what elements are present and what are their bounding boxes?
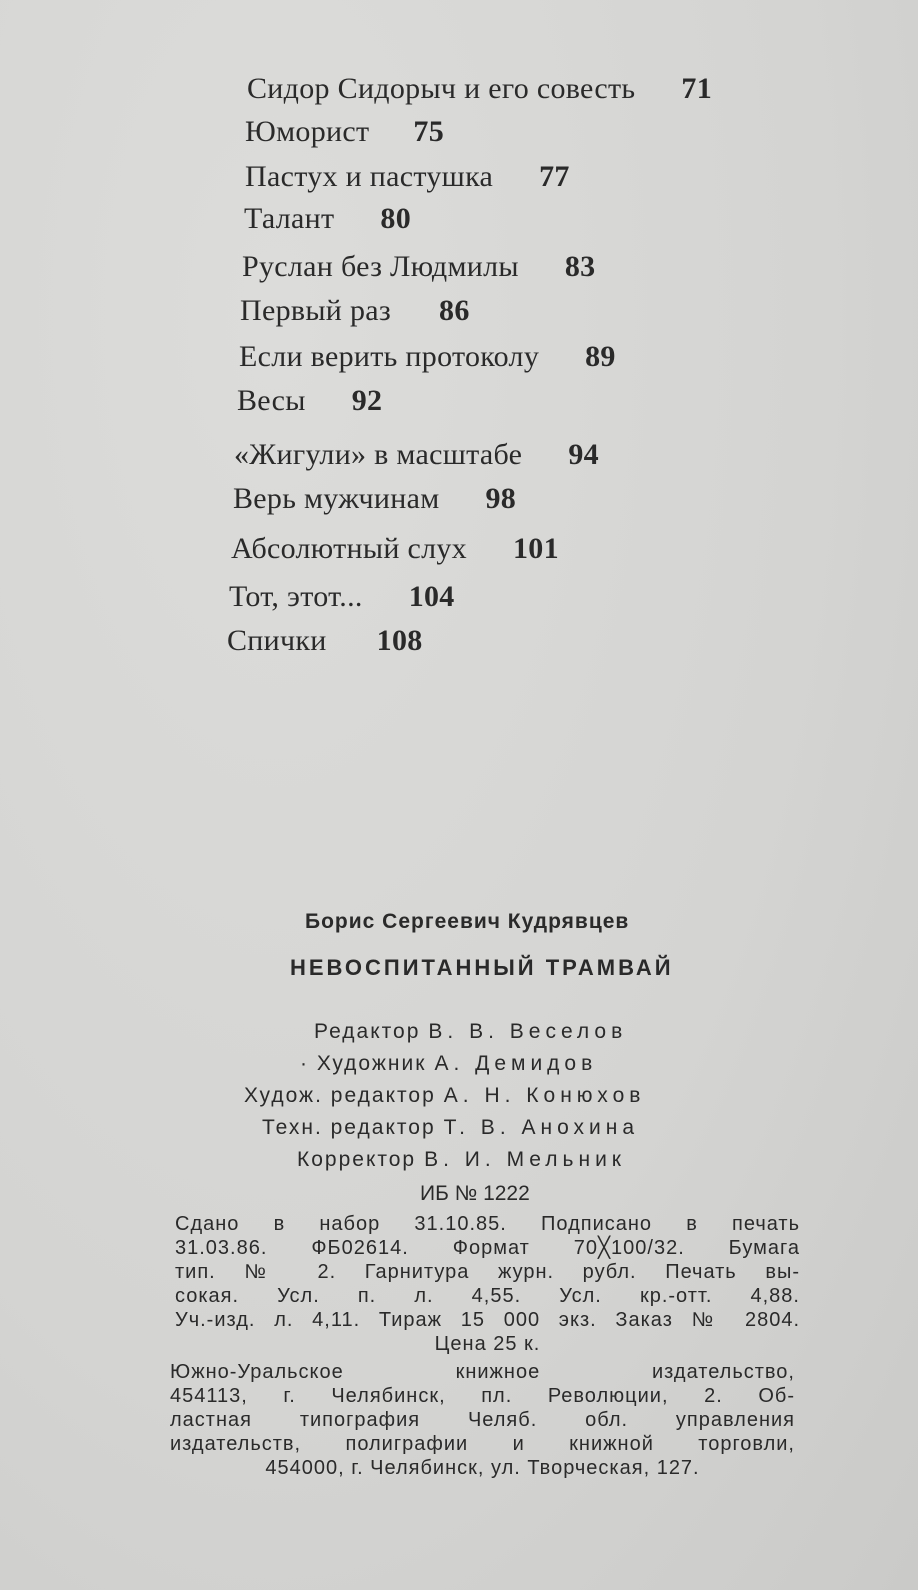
toc-page-number: 92 bbox=[351, 384, 383, 417]
toc-title: Руслан без Людмилы bbox=[242, 250, 519, 283]
toc-title: Тот, этот... bbox=[229, 580, 363, 613]
print-details bbox=[175, 1212, 800, 1356]
credit-role: Корректор bbox=[297, 1148, 417, 1171]
print-detail-line: Уч.-изд. л. 4,11. Тираж 15 000 экз. Заказ № 2804. bbox=[175, 1309, 800, 1331]
toc-item bbox=[244, 202, 411, 236]
credit-person: Т. В. Анохина bbox=[443, 1116, 640, 1139]
credit-role: Техн. редактор bbox=[262, 1116, 436, 1139]
toc-title: Талант bbox=[244, 202, 335, 235]
credit-role: Редактор bbox=[314, 1020, 421, 1043]
price: Цена 25 к. bbox=[434, 1333, 541, 1355]
toc-item bbox=[245, 115, 444, 149]
toc-title: «Жигули» в масштабе bbox=[234, 438, 523, 471]
toc-page-number: 86 bbox=[439, 294, 470, 327]
toc-page-number: 80 bbox=[380, 202, 412, 235]
toc-item bbox=[227, 624, 423, 658]
credit-role: Худож. редактор bbox=[244, 1084, 436, 1107]
toc-title: Пастух и пастушка bbox=[245, 160, 494, 193]
publisher-line: издательств, полиграфии и книжной торговли, bbox=[170, 1433, 795, 1455]
toc-page-number: 98 bbox=[485, 482, 517, 515]
publisher-line: 454000, г. Челябинск, ул. Творческая, 127. bbox=[265, 1457, 700, 1479]
toc-page-number: 83 bbox=[564, 250, 596, 283]
toc-title: Верь мужчинам bbox=[233, 482, 440, 515]
credit-person: В. В. Веселов bbox=[428, 1020, 628, 1043]
publisher-line: Южно-Уральское книжное издательство, bbox=[170, 1361, 795, 1383]
toc-title: Если верить протоколу bbox=[239, 340, 540, 373]
credit-person: А. Демидов bbox=[434, 1052, 598, 1075]
toc-title: Юморист bbox=[245, 115, 370, 148]
print-detail-line: 31.03.86. ФБ02614. Формат 70╳100/32. Бумага bbox=[175, 1237, 800, 1259]
toc-title: Сидор Сидорыч и его совесть bbox=[247, 72, 636, 105]
print-detail-line: тип. № 2. Гарнитура журн. рубл. Печать вы- bbox=[175, 1261, 800, 1283]
toc-title: Спички bbox=[227, 624, 327, 657]
credit-line bbox=[297, 1148, 626, 1172]
credit-line bbox=[314, 1020, 627, 1044]
toc-item bbox=[233, 482, 516, 516]
book-title: НЕВОСПИТАННЫЙ ТРАМВАЙ bbox=[290, 955, 674, 980]
toc-item bbox=[234, 438, 599, 472]
toc-title: Первый раз bbox=[240, 294, 392, 327]
toc-item bbox=[237, 384, 382, 418]
credit-person: А. Н. Конюхов bbox=[443, 1084, 646, 1107]
toc-item bbox=[245, 160, 570, 194]
ib-number: ИБ № 1222 bbox=[420, 1182, 530, 1205]
publisher-line: ластная типография Челяб. обл. управления bbox=[170, 1409, 795, 1431]
toc-title: Весы bbox=[237, 384, 306, 417]
toc-item bbox=[247, 72, 712, 106]
print-detail-line: Сдано в набор 31.10.85. Подписано в печать bbox=[175, 1213, 800, 1235]
toc-page-number: 94 bbox=[568, 438, 599, 471]
toc-page-number: 101 bbox=[512, 532, 559, 565]
publisher-line: 454113, г. Челябинск, пл. Революции, 2. Об- bbox=[170, 1385, 795, 1407]
toc-item bbox=[229, 580, 455, 614]
credit-role: · Художник bbox=[300, 1052, 427, 1075]
toc-page-number: 104 bbox=[408, 580, 455, 613]
toc-page-number: 71 bbox=[681, 72, 713, 105]
toc-item bbox=[242, 250, 595, 284]
print-detail-line: сокая. Усл. п. л. 4,55. Усл. кр.-отт. 4,88. bbox=[175, 1285, 800, 1307]
author-name: Борис Сергеевич Кудрявцев bbox=[305, 910, 630, 933]
credit-line bbox=[300, 1052, 597, 1076]
credit-line bbox=[244, 1084, 645, 1108]
toc-title: Абсолютный слух bbox=[231, 532, 467, 565]
toc-item bbox=[240, 294, 470, 328]
toc-page-number: 89 bbox=[585, 340, 616, 373]
toc-item bbox=[231, 532, 559, 566]
toc-page-number: 77 bbox=[539, 160, 570, 193]
toc-page-number: 108 bbox=[376, 624, 423, 657]
credit-person: В. И. Мельник bbox=[424, 1148, 626, 1171]
toc-page-number: 75 bbox=[413, 115, 445, 148]
publisher-info bbox=[170, 1360, 795, 1480]
toc-item bbox=[239, 340, 616, 374]
credit-line bbox=[262, 1116, 639, 1140]
